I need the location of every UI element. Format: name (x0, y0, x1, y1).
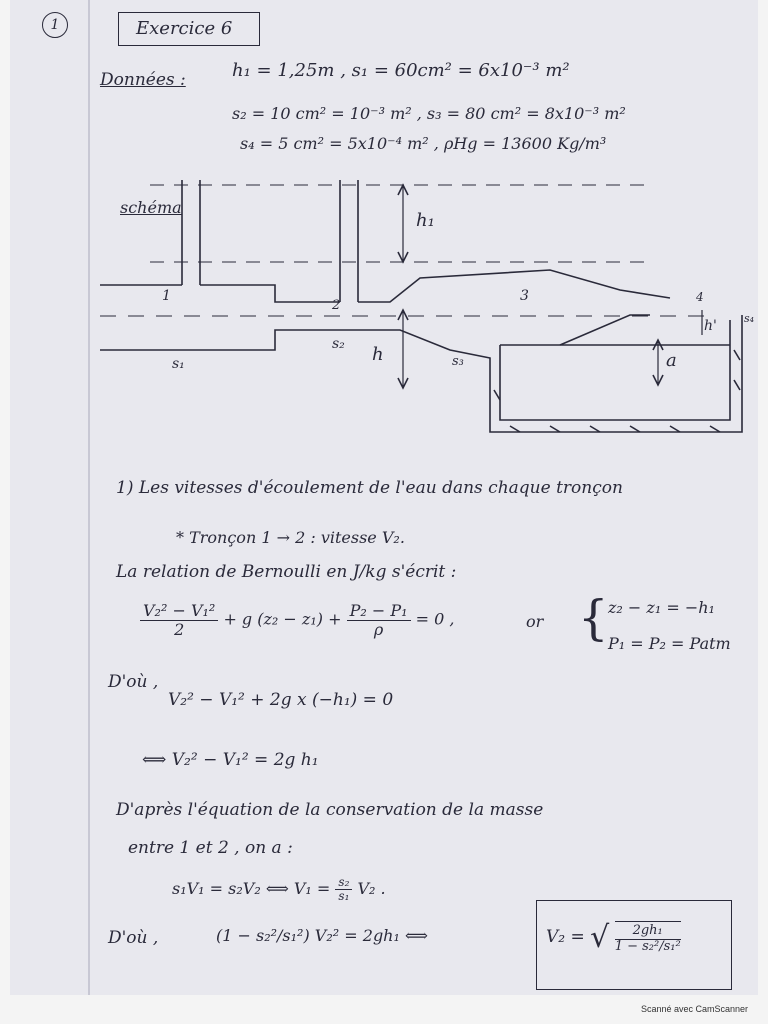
or-word: or (526, 612, 544, 631)
equation-3: ⟺ V₂² − V₁² = 2g h₁ (142, 750, 319, 770)
result-equation: V₂ = √ $\frac{\text{2gh₁}}{\text{1 − s₂²/s₁²}}$ (546, 920, 681, 955)
height-a-label: a (666, 350, 677, 371)
dou-1: D'où , (108, 672, 159, 692)
bernoulli-intro: La relation de Bernoulli en J/kg s'écrit : (116, 562, 457, 582)
area-s2-label: s₂ (332, 336, 345, 352)
pipe-schema (90, 150, 754, 440)
apres-line-2: entre 1 et 2 , on a : (128, 838, 293, 858)
section-3-label: 3 (520, 288, 529, 304)
fraction-v: $\frac{\text{V₂² − V₁²}}{2}$ (140, 602, 218, 638)
donnees-line-1: h₁ = 1,25m , s₁ = 60cm² = 6x10⁻³ m² (232, 60, 570, 81)
fraction-p: $\frac{\text{P₂ − P₁}}{\rho}$ (347, 602, 411, 638)
area-s4-label: s₄ (744, 312, 755, 325)
donnees-line-3: s₄ = 5 cm² = 5x10⁻⁴ m² , ρHg = 13600 Kg/m³ (240, 134, 607, 153)
apres-line-1: D'après l'équation de la conservation de la masse (116, 800, 544, 820)
donnees-line-2: s₂ = 10 cm² = 10⁻³ m² , s₃ = 80 cm² = 8x10⁻³ m² (232, 104, 626, 123)
section-2-label: 2 (332, 298, 341, 313)
equation-5: (1 − s₂²/s₁²) V₂² = 2gh₁ ⟺ (216, 926, 428, 945)
condition-brace: { (578, 590, 609, 646)
condition-1: z₂ − z₁ = −h₁ (608, 598, 715, 617)
equation-2: V₂² − V₁² + 2g x (−h₁) = 0 (168, 690, 394, 710)
area-s3-label: s₃ (452, 354, 464, 369)
troncon-heading: * Tronçon 1 → 2 : vitesse V₂. (176, 528, 405, 547)
schema-label: schéma (120, 198, 182, 217)
area-s1-label: s₁ (172, 356, 185, 372)
page-number: 1 (42, 12, 68, 38)
section-1-label: 1 (162, 288, 171, 304)
bernoulli-equation: $\frac{\text{V₂² − V₁²}}{2}$ + g (z₂ − z₁) + $\frac{\text{P₂ − P₁}}{\rho}$ = 0 , (140, 602, 454, 638)
height-h1-label: h₁ (416, 210, 435, 231)
dou-2: D'où , (108, 928, 159, 948)
fraction-s: $\frac{\text{s₂}}{\text{s₁}}$ (335, 876, 352, 903)
donnees-label: Données : (100, 70, 186, 90)
height-h-prime-label: h' (704, 318, 717, 334)
equation-4: s₁V₁ = s₂V₂ ⟺ V₁ = $\frac{\text{s₂}}{\text{s₁}}$ V₂ . (172, 875, 386, 904)
condition-2: P₁ = P₂ = Patm (608, 634, 731, 653)
section-4-label: 4 (696, 290, 704, 304)
camscanner-footer: Scanné avec CamScanner (640, 1004, 748, 1014)
exercise-title: Exercice 6 (136, 18, 233, 39)
fraction-result: $\frac{\text{2gh₁}}{\text{1 − s₂²/s₁²}}$ (614, 923, 681, 954)
height-h-label: h (372, 344, 384, 365)
question-1: 1) Les vitesses d'écoulement de l'eau dans chaque tronçon (116, 478, 623, 498)
